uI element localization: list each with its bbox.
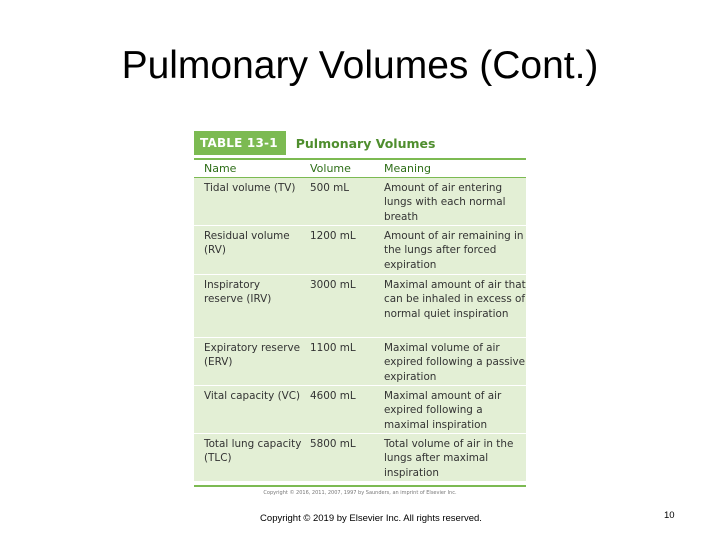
row-name: Residual volume (RV) — [204, 230, 290, 257]
table-number-badge: TABLE 13-1 — [194, 131, 286, 155]
row-meaning: Maximal amount of air expired following a maximal inspiration — [384, 390, 502, 431]
row-name: Expiratory reserve (ERV) — [204, 342, 301, 369]
table-title: Pulmonary Volumes — [295, 135, 436, 151]
column-header-row — [194, 160, 526, 178]
column-header-volume: Volume — [310, 162, 351, 175]
table-row — [194, 338, 526, 386]
row-volume: 1100 mL — [310, 342, 356, 354]
table-bottom-divider — [194, 485, 526, 487]
row-volume: 5800 mL — [310, 438, 356, 450]
table-row — [194, 275, 526, 338]
row-meaning: Maximal volume of air expired following a passive expiration — [384, 342, 526, 383]
slide-title: Pulmonary Volumes (Cont.) — [121, 44, 599, 87]
row-volume: 1200 mL — [310, 230, 356, 242]
row-name: Inspiratory reserve (IRV) — [204, 279, 272, 306]
row-meaning: Maximal amount of air that can be inhaled in excess of normal quiet inspiration — [384, 279, 526, 320]
pulmonary-volumes-table — [194, 131, 526, 496]
row-volume: 500 mL — [310, 182, 350, 194]
row-meaning: Amount of air entering lungs with each normal breath — [384, 182, 506, 223]
row-volume: 3000 mL — [310, 279, 356, 291]
row-volume: 4600 mL — [310, 390, 356, 402]
table-row — [194, 178, 526, 226]
column-header-name: Name — [204, 162, 237, 175]
table-row — [194, 434, 526, 482]
table-row — [194, 226, 526, 275]
row-name: Vital capacity (VC) — [204, 390, 301, 402]
column-header-meaning: Meaning — [384, 162, 431, 175]
row-meaning: Amount of air remaining in the lungs after forced expiration — [384, 230, 524, 271]
page-number: 10 — [664, 510, 675, 521]
row-name: Tidal volume (TV) — [204, 182, 296, 194]
table-row — [194, 386, 526, 434]
figure-credit: Copyright © 2016, 2011, 2007, 1997 by Saunders, an imprint of Elsevier Inc. — [263, 490, 457, 496]
row-name: Total lung capacity (TLC) — [204, 438, 302, 465]
row-meaning: Total volume of air in the lungs after maximal inspiration — [384, 438, 514, 479]
table-header — [194, 131, 526, 155]
footer-copyright: Copyright © 2019 by Elsevier Inc. All rights reserved. — [260, 513, 482, 524]
